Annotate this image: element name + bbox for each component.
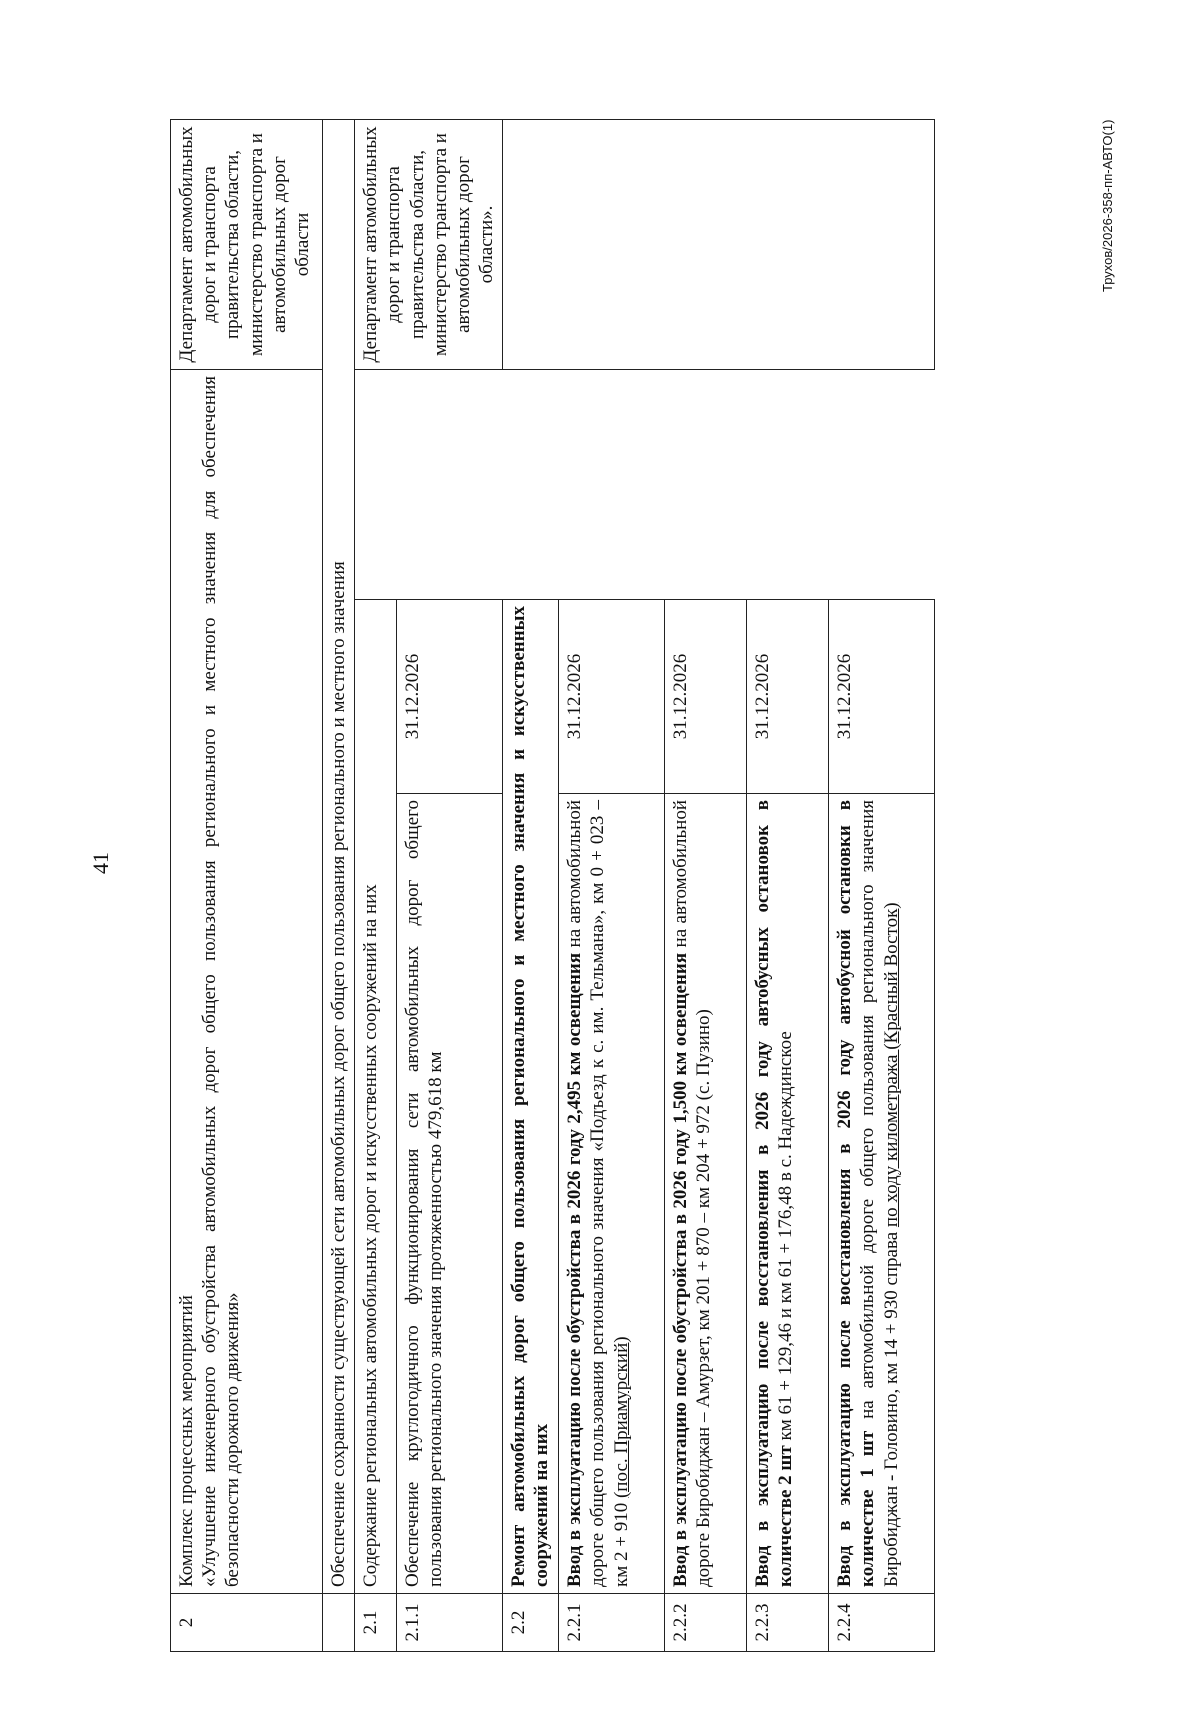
document-id: Трухов/2026-358-пп-АВТО(1)	[1100, 120, 1115, 293]
table-row-2-1	[355, 120, 397, 1652]
measure-underlined: (пос. Приамурский)	[610, 1336, 632, 1499]
row-number: 2.2.1	[559, 1594, 665, 1652]
section-title: Ремонт автомобильных дорог общего пользования регионального и местного значения и искусственных сооружений на них	[503, 600, 559, 1594]
section-title: Содержание региональных автомобильных дорог и искусственных сооружений на них	[355, 600, 397, 1594]
measure-bold: Ввод в эксплуатацию после восстановления в 2026 году автобусных остановок в количестве 2 шт	[752, 800, 797, 1587]
row-number: 2.2.2	[665, 1594, 747, 1652]
table-row-objective	[323, 120, 355, 1652]
measure-text: Обеспечение круглогодичного функционирования сети автомобильных дорог общего пользования регионального значения протяженностью 479,618 км	[396, 794, 502, 1594]
row-number: 2.1	[355, 1594, 397, 1652]
due-date: 31.12.2026	[665, 600, 747, 794]
measure-underlined: по ходу километража (Красный Восток)	[880, 902, 902, 1228]
due-date: 31.12.2026	[829, 600, 935, 794]
complex-description	[171, 370, 323, 1594]
table-row-2	[171, 120, 323, 1652]
measure-text	[559, 794, 665, 1594]
row-number: 2	[171, 1594, 323, 1652]
measure-plain: на автомобильной дороге общего пользования регионального значения Биробиджан - Головино, км 14 + 930 справа	[857, 800, 902, 1587]
due-date: 31.12.2026	[396, 600, 502, 794]
measure-plain: км 61 + 129,46 и км 61 + 176,48 в с. Надеждинское	[775, 1031, 797, 1446]
due-date: 31.12.2026	[747, 600, 829, 794]
measure-bold: Ввод в эксплуатацию после обустройства в 2026 году 2,495 км освещения	[564, 952, 586, 1587]
responsible-department: Департамент автомобильных дорог и транспорта правительства области, министерство транспорта и автомобильных дорог области	[171, 120, 323, 370]
measure-text	[665, 794, 747, 1594]
measure-bold: Ввод в эксплуатацию после обустройства в 2026 году 1,500 км освещения	[670, 952, 692, 1587]
measures-table-rotated	[170, 120, 900, 1652]
row-number: 2.1.1	[396, 1594, 502, 1652]
table-row-2-2	[503, 120, 559, 1652]
row-number: 2.2	[503, 1594, 559, 1652]
complex-name: «Улучшение инженерного обустройства автомобильных дорог общего пользования регионального и местного значения для обеспечения безопасности дорожного движения»	[199, 376, 244, 1587]
due-date: 31.12.2026	[559, 600, 665, 794]
responsible-department: Департамент автомобильных дорог и транспорта правительства области, министерство транспорта и автомобильных дорог области».	[355, 120, 503, 370]
objective-text: Обеспечение сохранности существующей сети автомобильных дорог общего пользования регионального и местного значения	[323, 120, 355, 1594]
measure-text	[747, 794, 829, 1594]
row-number: 2.2.3	[747, 1594, 829, 1652]
measures-table	[170, 119, 935, 1652]
measure-bold: Ввод в эксплуатацию после восстановления в 2026 году автобусной остановки в количестве 1 шт	[834, 800, 879, 1587]
measure-plain: на автомобильной дороге общего пользования регионального значения «Подъезд к с. им. Тельмана», км 0 + 023 – км 2 + 910	[564, 800, 632, 1587]
row-number: 2.2.4	[829, 1594, 935, 1652]
measure-plain: на автомобильной дороге Биробиджан – Амурзет, км 201 + 870 – км 204 + 972 (с. Пузино)	[670, 800, 715, 1587]
complex-title: Комплекс процессных мероприятий	[176, 1295, 197, 1587]
measure-text	[829, 794, 935, 1594]
page-number: 41	[88, 852, 113, 874]
